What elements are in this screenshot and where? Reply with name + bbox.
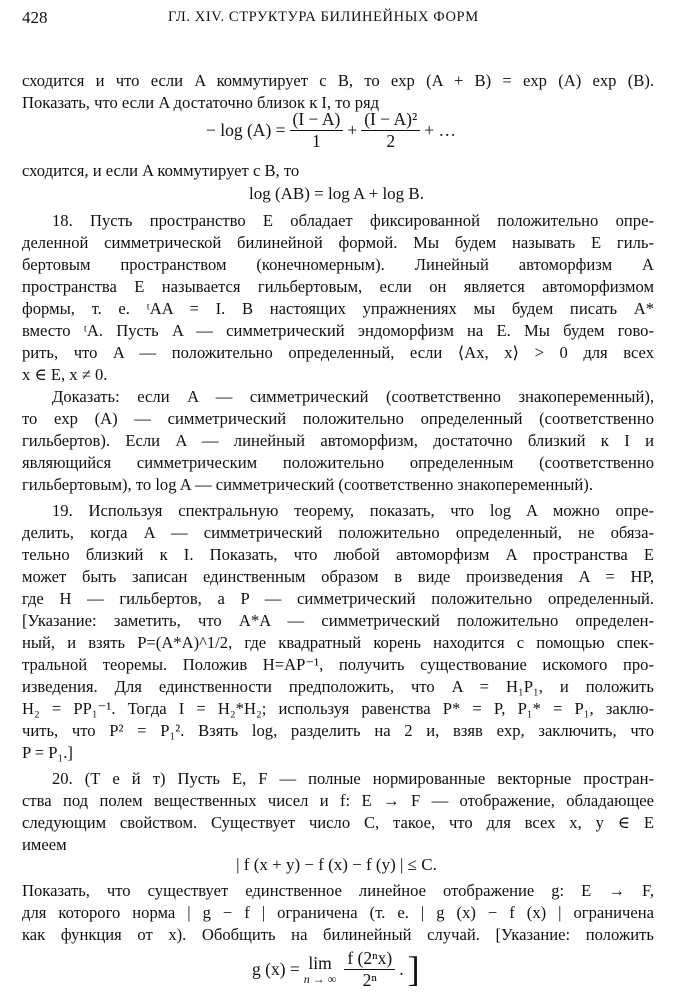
lim-word: lim	[308, 952, 332, 973]
text-line: тральной теоремы. Положив H=AP⁻¹, получить существование искомого про-	[22, 655, 654, 674]
text-line: P = P₁.]	[22, 743, 73, 762]
formula-period: .	[399, 958, 404, 979]
text-line: пространства E называется гильбертовым, если он является автоморфизмом	[22, 277, 654, 296]
text-line: может быть записан единственным образом в виде произведения A = HP,	[22, 567, 654, 586]
text-line: ства под полем вещественных чисел и f: E → F — отображение, обладающее	[22, 791, 654, 810]
text-line: x ∈ E, x ≠ 0.	[22, 365, 108, 384]
formula-lhs: − log (A) =	[206, 119, 286, 140]
text-line: Доказать: если A — симметрический (соответственно знакопеременный),	[52, 387, 654, 406]
numerator: f (2ⁿx)	[344, 948, 395, 970]
text-line: тельно близкий к I. Показать, что любой автоморфизм A пространства E	[22, 545, 654, 564]
fraction	[344, 948, 395, 991]
text-line: следующим свойством. Существует число C, такое, что для всех x, y ∈ E	[22, 813, 654, 832]
text-line: являющийся симметрическим положительно определенным (соответственно	[22, 453, 654, 472]
formula-lhs: g (x) =	[252, 958, 300, 979]
formula-limit	[252, 946, 420, 992]
formula-inequality: | f (x + y) − f (x) − f (y) | ≤ C.	[236, 855, 437, 874]
formula-log-product: log (AB) = log A + log B.	[248, 184, 425, 203]
text-line: 18. Пусть пространство E обладает фиксированной положительно опре-	[52, 211, 654, 230]
fraction	[361, 109, 420, 152]
fraction	[290, 109, 344, 152]
text-line: Показать, что если A достаточно близок к I, то ряд	[22, 93, 380, 112]
text-line: вместо ᵗA. Пусть A — симметрический эндоморфизм на E. Мы будем гово-	[22, 321, 654, 340]
text-line: сходится, и если A коммутирует с B, то	[22, 161, 300, 180]
text-line: чить, что P² = P₁². Взять log, разделить на 2 и, взяв exp, заключить, что	[22, 721, 654, 740]
numerator: (I − A)	[290, 109, 344, 131]
denominator: 1	[312, 130, 321, 151]
series-tail: + …	[424, 119, 456, 140]
formula-log-series	[206, 107, 456, 153]
lim-subscript: n → ∞	[303, 971, 337, 986]
text-line: формы, т. е. ᵗAA = I. В настоящих упражнениях мы будем писать A*	[22, 299, 654, 318]
numerator: (I − A)²	[361, 109, 420, 131]
text-line: гильбертовым), то log A — симметрический (соответственно знакопеременный).	[22, 475, 593, 494]
text-line: сходится и что если A коммутирует с B, то exp (A + B) = exp (A) exp (B).	[22, 71, 654, 90]
text-line: изведения. Для единственности предположить, что A = H₁P₁, и положить	[22, 677, 654, 696]
limit-operator	[304, 953, 337, 986]
running-head: ГЛ. XIV. СТРУКТУРА БИЛИНЕЙНЫХ ФОРМ	[168, 9, 479, 25]
closing-bracket: ]	[407, 949, 420, 989]
text-line: деленной симметрической билинейной формой. Мы будем называть E гиль-	[22, 233, 654, 252]
text-line: как функция от x). Обобщить на билинейный случай. [Указание: положить	[22, 925, 654, 944]
denominator: 2ⁿ	[362, 969, 377, 990]
text-line: делить, когда A — симметрический положительно определенный, не обяза-	[22, 523, 654, 542]
text-line: ный, и взять P=(A*A)^1/2, где квадратный корень находится с помощью спек-	[22, 633, 654, 652]
text-line: [Указание: заметить, что A*A — симметрический положительно определен-	[22, 611, 654, 630]
text-line: бертовым пространством (конечномерным). Линейный автоморфизм A	[22, 255, 654, 274]
text-line: то exp (A) — симметрический положительно определенный (соответственно	[22, 409, 654, 428]
text-line: где H — гильбертов, а P — симметрический положительно определенный.	[22, 589, 654, 608]
page-number: 428	[22, 8, 48, 27]
text-line: 20. (Т е й т) Пусть E, F — полные нормированные векторные простран-	[52, 769, 654, 788]
text-line: Показать, что существует единственное линейное отображение g: E → F,	[22, 881, 654, 900]
text-line: 19. Используя спектральную теорему, показать, что log A можно опре-	[52, 501, 654, 520]
denominator: 2	[386, 130, 396, 151]
text-line: гильбертов). Если A — линейный автоморфизм, достаточно близкий к I и	[22, 431, 654, 450]
text-line: рить, что A — положительно определенный, если ⟨Ax, x⟩ > 0 для всех	[22, 343, 654, 362]
text-line: имеем	[22, 835, 67, 854]
text-line: H₂ = PP₁⁻¹. Тогда I = H₂*H₂; используя равенства P* = P, P₁* = P₁, заклю-	[22, 699, 654, 718]
text-line: для которого норма | g − f | ограничена (т. е. | g (x) − f (x) | ограничена	[22, 903, 654, 922]
plus-sign: +	[347, 119, 358, 140]
